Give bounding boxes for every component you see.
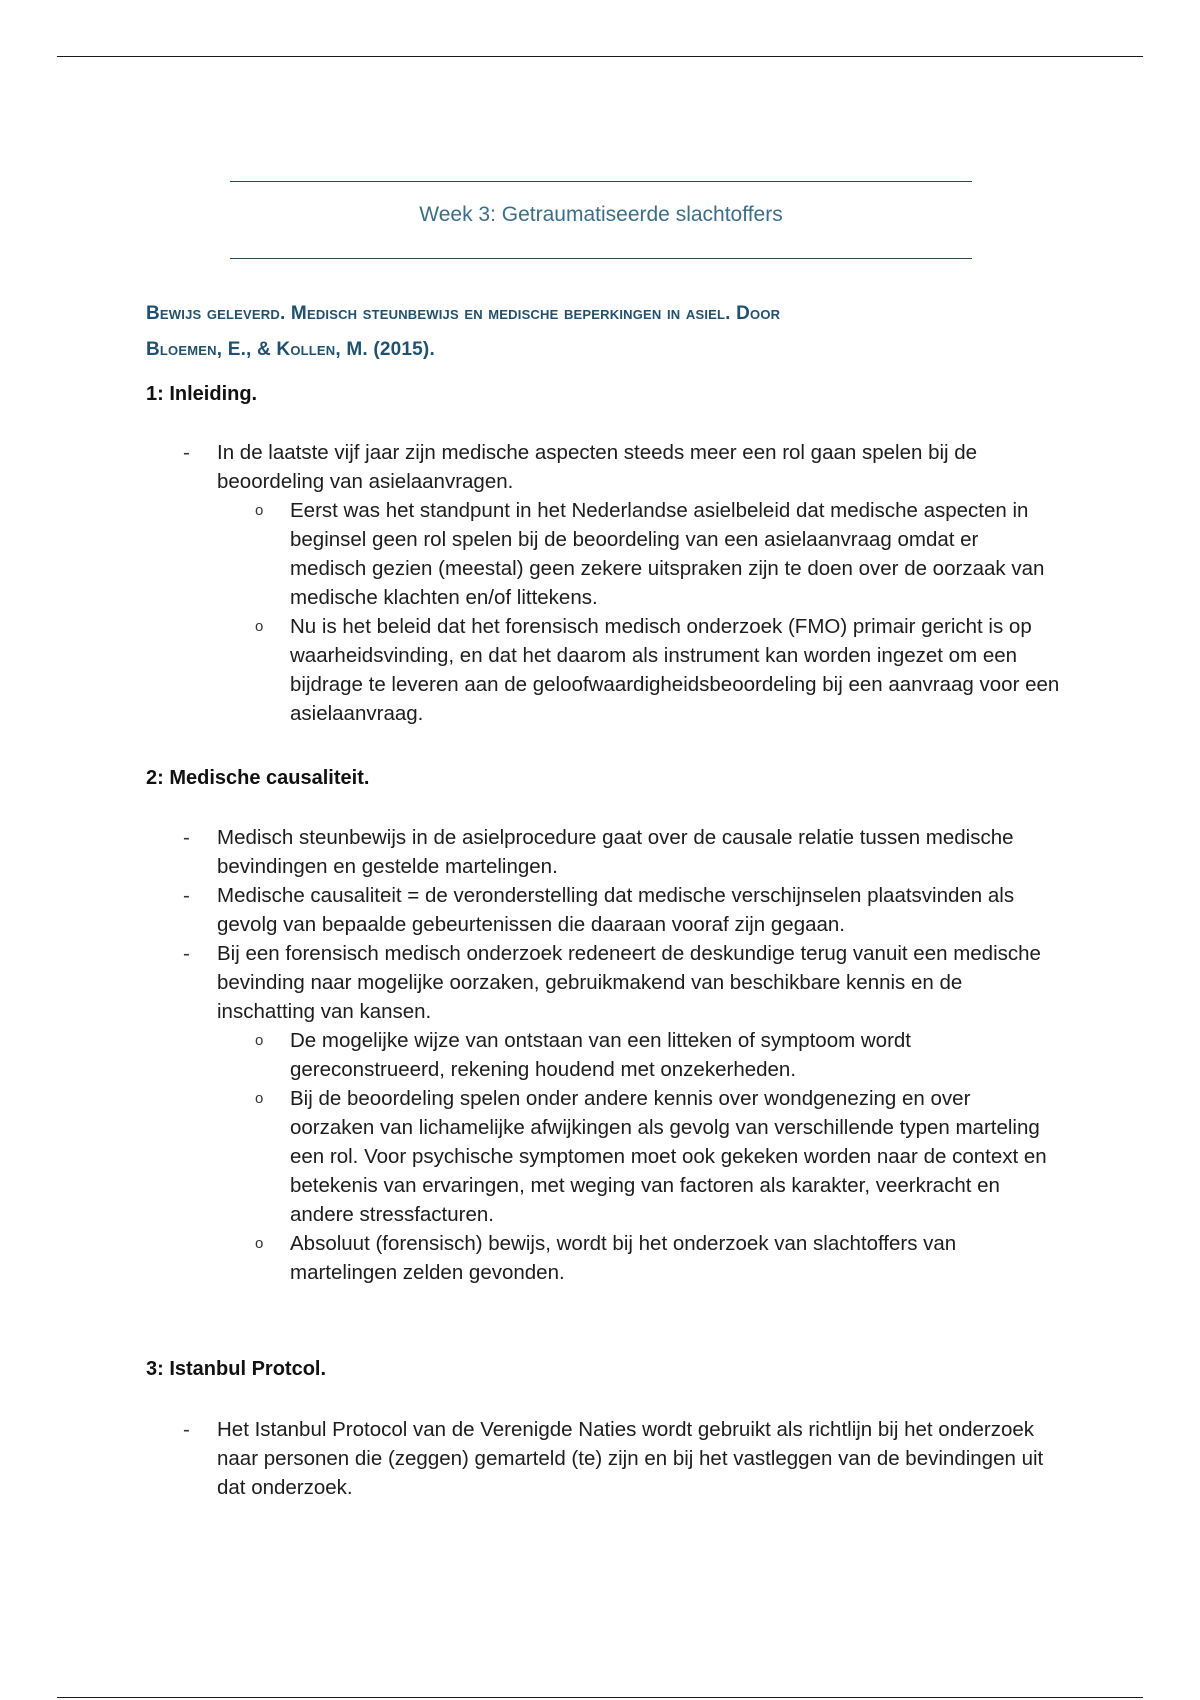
- sub-list: [217, 1026, 1060, 1287]
- list-item: [0, 939, 1200, 1287]
- list-item-text: Bij een forensisch medisch onderzoek redeneert de deskundige terug vanuit een medische bevinding naar mogelijke oorzaken, gebruikmakend van beschikbare kennis en de inschatting van kansen.: [217, 942, 1041, 1023]
- circle-bullet: o: [255, 618, 264, 635]
- list-item: [0, 823, 1200, 881]
- dash-bullet: -: [183, 942, 190, 965]
- source-title-line-2: Bloemen, E., & Kollen, M. (2015).: [146, 339, 435, 360]
- title-rule-bottom: [230, 258, 972, 259]
- list-item: [0, 1415, 1200, 1502]
- section-3-list: [0, 1415, 1200, 1502]
- sub-list-item-text: Bij de beoordeling spelen onder andere kennis over wondgenezing en over oorzaken van lichamelijke afwijkingen als gevolg van verschillende typen marteling een rol. Voor psychische symptomen moet ook gekeken worden naar de context en betekenis van ervaringen, met weging van factoren als karakter, veerkracht en andere stressfacturen.: [290, 1087, 1047, 1226]
- list-item: [0, 881, 1200, 939]
- dash-bullet: -: [183, 1418, 190, 1441]
- sub-list-item-text: De mogelijke wijze van ontstaan van een litteken of symptoom wordt gereconstrueerd, rekening houdend met onzekerheden.: [290, 1029, 912, 1081]
- source-title: [146, 296, 1066, 368]
- circle-bullet: o: [255, 1090, 264, 1107]
- sub-list-item-text: Absoluut (forensisch) bewijs, wordt bij het onderzoek van slachtoffers van martelingen zelden gevonden.: [290, 1232, 957, 1284]
- circle-bullet: o: [255, 1032, 264, 1049]
- sub-list-item: [217, 612, 1060, 728]
- list-item-text: Medische causaliteit = de veronderstelling dat medische verschijnselen plaatsvinden als gevolg van bepaalde gebeurtenissen die daaraan vooraf zijn gegaan.: [217, 884, 1015, 936]
- section-heading-inleiding: 1: Inleiding.: [146, 383, 258, 405]
- sub-list-item: [217, 1084, 1060, 1229]
- page-bottom-rule: [57, 1697, 1143, 1698]
- dash-bullet: -: [183, 826, 190, 849]
- list-item-text: Het Istanbul Protocol van de Verenigde Naties wordt gebruikt als richtlijn bij het onderzoek naar personen die (zeggen) gemarteld (te) zijn en bij het vastleggen van de bevindingen uit dat onderzoek.: [217, 1418, 1044, 1499]
- section-heading-medische-causaliteit: 2: Medische causaliteit.: [146, 767, 370, 789]
- sub-list-item-text: Eerst was het standpunt in het Nederlandse asielbeleid dat medische aspecten in beginsel geen rol spelen bij de beoordeling van een asielaanvraag omdat er medisch gezien (meestal) geen zekere uitspraken zijn te doen over de oorzaak van medische klachten en/of littekens.: [290, 499, 1045, 609]
- section-1-list: [0, 438, 1200, 728]
- sub-list: [217, 496, 1060, 728]
- sub-list-item: [217, 1229, 1060, 1287]
- dash-bullet: -: [183, 884, 190, 907]
- title-rule-top: [230, 181, 972, 182]
- section-2-list: [0, 823, 1200, 1287]
- sub-list-item: [217, 496, 1060, 612]
- page-title: Week 3: Getraumatiseerde slachtoffers: [419, 203, 783, 226]
- circle-bullet: o: [255, 502, 264, 519]
- sub-list-item-text: Nu is het beleid dat het forensisch medisch onderzoek (FMO) primair gericht is op waarheidsvinding, en dat het daarom als instrument kan worden ingezet om een bijdrage te leveren aan de geloofwaardigheidsbeoordeling bij een aanvraag voor een asielaanvraag.: [290, 615, 1060, 725]
- list-item: [0, 438, 1200, 728]
- source-title-line-1: Bewijs geleverd. Medisch steunbewijs en medische beperkingen in asiel. Door: [146, 303, 781, 324]
- title-block: [230, 181, 972, 259]
- list-item-text: In de laatste vijf jaar zijn medische aspecten steeds meer een rol gaan spelen bij de beoordeling van asielaanvragen.: [217, 441, 978, 493]
- list-item-text: Medisch steunbewijs in de asielprocedure gaat over de causale relatie tussen medische bevindingen en gestelde martelingen.: [217, 826, 1014, 878]
- dash-bullet: -: [183, 441, 190, 464]
- section-heading-istanbul-protocol: 3: Istanbul Protcol.: [146, 1358, 327, 1380]
- page-top-rule: [57, 56, 1143, 57]
- sub-list-item: [217, 1026, 1060, 1084]
- circle-bullet: o: [255, 1235, 264, 1252]
